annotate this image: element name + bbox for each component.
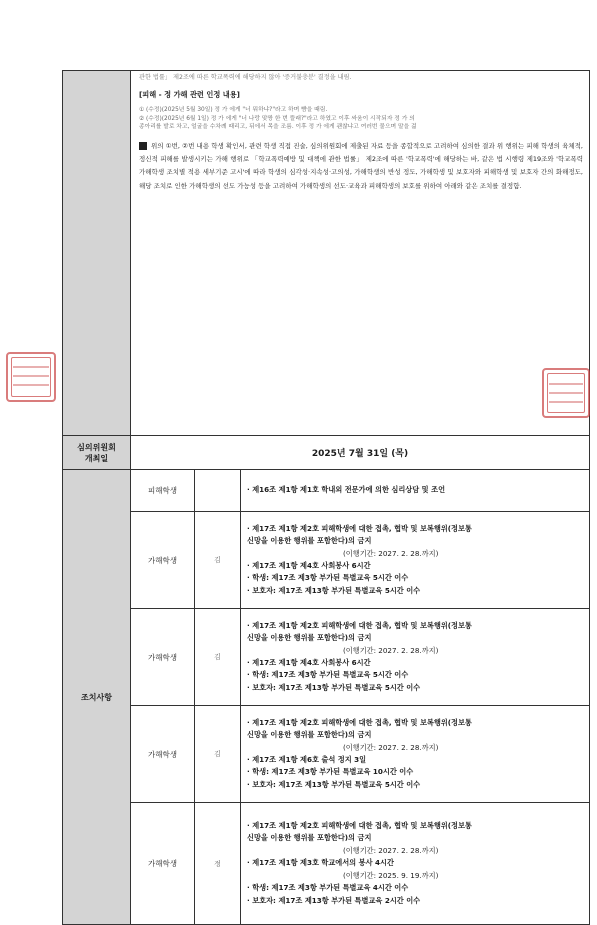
offender-row xyxy=(63,706,590,803)
offender-name: 김 xyxy=(195,706,241,803)
checkbox-bullet-icon xyxy=(139,142,147,150)
offender-row xyxy=(63,803,590,925)
findings-summary: 위의 ①번, ②번 내용 학생 확인서, 관련 학생 직접 진술, 심의위원회에 제출된 자료 등을 종합적으로 고려하여 심의한 결과 위 행위는 피해 학생의 육체적, 정신적 피해를 발생시키는 가해 행위로 「학교폭력예방 및 대책에 관한 법률」 제2조에 따른 '학교폭력'에 해당하는 바, 같은 법 시행령 제19조와 '학교폭력 가해학생 조치별 적용 세부기준 고시'에 따라 학생의 심각성·지속성·고의성, 가해학생의 반성 정도, 가해학생 및 보호자와 피해학생 및 보호자 간의 화해정도, 해당 조치로 인한 가해학생의 선도 가능성 등을 고려하여 가해학생의 선도·교육과 피해학생의 보호를 위하여 아래와 같은 조치를 결정함. xyxy=(139,141,583,190)
offender-role-label: 가해학생 xyxy=(131,706,195,803)
meeting-date-row xyxy=(63,436,590,470)
finding-item-2: ② (수정)(2025년 6월 1일) 정 가 에게 "너 나랑 맞짱 한 번 뜰래?"라고 하였고 이후 싸움이 시작되자 정 가 의 xyxy=(139,115,415,122)
findings-label-cell xyxy=(63,71,131,436)
measures-label: 조치사항 xyxy=(63,470,131,925)
offender-measures: · 제17조 제1항 제2호 피해학생에 대한 접촉, 협박 및 보복행위(정보통 신망을 이용한 행위를 포함한다)의 금지 (이행기간: 2027. 2. 28.까지) · 제17조 제1항 제4호 사회봉사 6시간 · 학생: 제17조 제3항 부가된 특별교육 5시간 이수 · 보호자: 제17조 제13항 부가된 특별교육 5시간 이수 xyxy=(241,609,590,706)
findings-heading: [피해 - 정 가해 관련 인정 내용] xyxy=(139,90,240,99)
official-seal-stamp xyxy=(542,368,590,418)
offender-role-label: 가해학생 xyxy=(131,803,195,925)
victim-row xyxy=(63,470,590,512)
offender-role-label: 가해학생 xyxy=(131,512,195,609)
finding-item-1: ① (수정)(2025년 5월 30일) 정 가 에게 "너 뭐하냐?"라고 하며 뺨을 때림. xyxy=(139,107,328,113)
findings-row xyxy=(63,71,590,436)
offender-row xyxy=(63,512,590,609)
official-seal-stamp xyxy=(6,352,56,402)
victim-role-label: 피해학생 xyxy=(131,470,195,512)
victim-measure: · 제16조 제1항 제1호 학내외 전문가에 의한 심리상담 및 조언 xyxy=(241,470,590,512)
prev-decision-text: 관한 법률」 제2조에 따른 학교폭력에 해당하지 않아 '증거불충분' 결정을 내림. xyxy=(139,74,352,81)
document-page xyxy=(62,70,590,925)
victim-name-redacted xyxy=(195,470,241,512)
offender-role-label: 가해학생 xyxy=(131,609,195,706)
offender-measures: · 제17조 제1항 제2호 피해학생에 대한 접촉, 협박 및 보복행위(정보통 신망을 이용한 행위를 포함한다)의 금지 (이행기간: 2027. 2. 28.까지) · 제17조 제1항 제3호 학교에서의 봉사 4시간 (이행기간: 2025. 9. 19.까지) · 학생: 제17조 제3항 부가된 특별교육 4시간 이수 · 보호자: 제17조 제13항 부가된 특별교육 2시간 이수 xyxy=(241,803,590,925)
offender-name: 김 xyxy=(195,512,241,609)
offender-name: 정 xyxy=(195,803,241,925)
offender-name: 김 xyxy=(195,609,241,706)
offender-measures: · 제17조 제1항 제2호 피해학생에 대한 접촉, 협박 및 보복행위(정보통 신망을 이용한 행위를 포함한다)의 금지 (이행기간: 2027. 2. 28.까지) · 제17조 제1항 제4호 사회봉사 6시간 · 학생: 제17조 제3항 부가된 특별교육 5시간 이수 · 보호자: 제17조 제13항 부가된 특별교육 5시간 이수 xyxy=(241,512,590,609)
offender-row xyxy=(63,609,590,706)
finding-item-2-cont: 종아리를 발로 차고, 얼굴을 수차례 때리고, 뒤에서 목을 조름. 이후 정 가 에게 괜찮냐고 여러번 물으며 말을 걺 xyxy=(139,124,417,130)
meeting-date-value: 2025년 7월 31일 (목) xyxy=(131,436,590,470)
findings-cell xyxy=(131,71,590,436)
meeting-date-label: 심의위원회 개최일 xyxy=(63,436,131,470)
offender-measures: · 제17조 제1항 제2호 피해학생에 대한 접촉, 협박 및 보복행위(정보통 신망을 이용한 행위를 포함한다)의 금지 (이행기간: 2027. 2. 28.까지) · 제17조 제1항 제6호 출석 정지 3일 · 학생: 제17조 제3항 부가된 특별교육 10시간 이수 · 보호자: 제17조 제13항 부가된 특별교육 5시간 이수 xyxy=(241,706,590,803)
decision-table xyxy=(62,70,590,925)
